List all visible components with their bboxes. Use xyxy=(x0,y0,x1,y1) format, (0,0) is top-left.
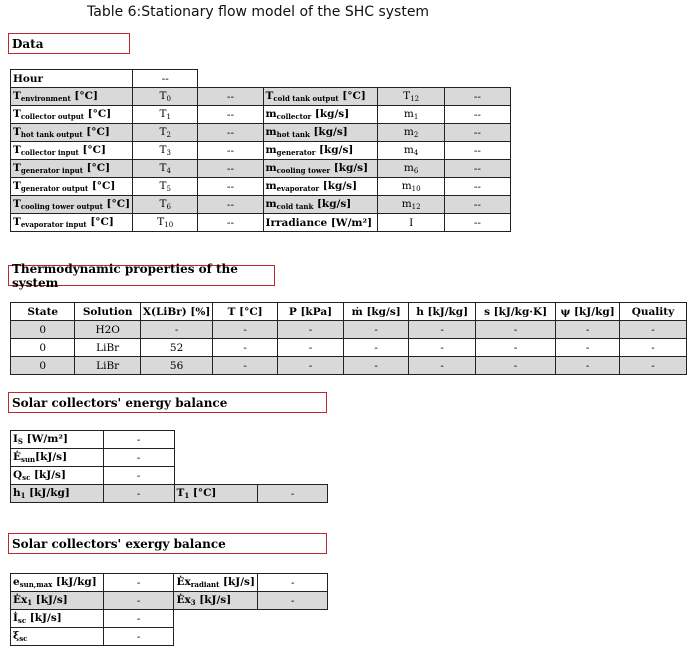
empty-cell xyxy=(258,628,328,646)
data-param-value: -- xyxy=(198,88,263,106)
symbol-unit: [°C] xyxy=(70,90,98,102)
energy-param-label xyxy=(174,485,258,503)
data-table-row xyxy=(11,88,511,106)
thermo-cell: 52 xyxy=(140,339,212,357)
exergy-param-label xyxy=(11,628,104,646)
data-param-symbol xyxy=(133,124,198,142)
symbol-subscript: 4 xyxy=(413,149,419,157)
thermo-column-header: T [°C] xyxy=(213,303,278,321)
section-data-heading: Data xyxy=(8,33,130,54)
thermo-column-header: Quality xyxy=(619,303,686,321)
data-param-label xyxy=(263,106,378,124)
thermo-cell: - xyxy=(556,339,620,357)
data-param-value: -- xyxy=(198,106,263,124)
symbol-subscript: cooling tower output xyxy=(20,202,103,211)
symbol-subscript: cold tank output xyxy=(273,94,339,103)
thermo-cell: - xyxy=(213,321,278,339)
symbol-text: m xyxy=(403,162,414,174)
exergy-param-label xyxy=(174,592,258,610)
symbol-subscript: 1 xyxy=(20,491,26,500)
thermo-table xyxy=(10,302,687,375)
symbol-unit: [°C] xyxy=(84,108,112,120)
hour-value: -- xyxy=(133,70,198,88)
symbol-text: m xyxy=(265,198,277,210)
symbol-subscript: S xyxy=(17,437,23,446)
symbol-text: Ėx xyxy=(176,594,191,606)
symbol-subscript: 12 xyxy=(411,203,421,211)
symbol-subscript: 10 xyxy=(411,185,421,193)
empty-cell xyxy=(174,431,258,449)
exergy-table-row xyxy=(11,574,328,592)
symbol-unit: [kJ/s] xyxy=(195,594,232,606)
thermo-cell: - xyxy=(344,321,409,339)
symbol-text: m xyxy=(265,108,277,120)
thermo-cell: - xyxy=(409,339,475,357)
exergy-param-label xyxy=(11,592,104,610)
data-param-label xyxy=(263,124,378,142)
data-param-value: -- xyxy=(198,142,263,160)
energy-table xyxy=(10,430,328,503)
symbol-unit: [W/m²] xyxy=(327,216,373,229)
symbol-text: T xyxy=(159,108,167,120)
symbol-unit: [°C] xyxy=(86,216,114,228)
empty-cell xyxy=(174,610,258,628)
thermo-cell: - xyxy=(619,339,686,357)
data-param-label xyxy=(11,178,133,196)
energy-table-row xyxy=(11,467,328,485)
symbol-text: T xyxy=(13,144,21,156)
exergy-param-value: - xyxy=(103,574,174,592)
symbol-subscript: sc xyxy=(19,634,28,643)
symbol-text: T xyxy=(13,90,21,102)
symbol-text: Ėx xyxy=(176,576,191,588)
data-param-symbol xyxy=(378,160,444,178)
empty-cell xyxy=(258,610,328,628)
empty-cell xyxy=(174,628,258,646)
symbol-text: Ėx xyxy=(13,594,28,606)
symbol-text: T xyxy=(159,90,167,102)
thermo-cell: - xyxy=(619,357,686,375)
data-param-symbol xyxy=(378,178,444,196)
energy-param-value: - xyxy=(103,449,174,467)
symbol-text: T xyxy=(13,126,21,138)
thermo-cell: LiBr xyxy=(75,357,140,375)
symbol-text: m xyxy=(265,180,277,192)
symbol-unit: [W/m²] xyxy=(22,433,68,445)
symbol-unit: [°C] xyxy=(82,126,110,138)
energy-table-row xyxy=(11,431,328,449)
empty-cell xyxy=(258,467,328,485)
section-exergy-heading: Solar collectors' exergy balance xyxy=(8,533,327,554)
symbol-subscript: evaporator xyxy=(276,184,320,193)
thermo-cell: - xyxy=(556,321,620,339)
symbol-unit: [°C] xyxy=(338,90,366,102)
thermo-column-header: s [kJ/kg·K] xyxy=(475,303,555,321)
exergy-table xyxy=(10,573,328,646)
data-table-row xyxy=(11,214,511,232)
energy-param-label xyxy=(11,485,104,503)
thermo-cell: - xyxy=(213,339,278,357)
thermo-cell: H2O xyxy=(75,321,140,339)
symbol-text: m xyxy=(403,126,414,138)
symbol-text: Ė xyxy=(13,451,22,463)
symbol-text: m xyxy=(265,144,277,156)
symbol-subscript: 1 xyxy=(166,113,171,121)
symbol-text: T xyxy=(159,144,167,156)
data-param-label xyxy=(263,160,378,178)
symbol-subscript: generator output xyxy=(20,184,89,193)
symbol-unit: [kJ/s] xyxy=(32,594,68,606)
symbol-unit: [kg/s] xyxy=(330,162,369,174)
symbol-subscript: evaporator input xyxy=(20,220,87,229)
symbol-unit: [kJ/s] xyxy=(35,451,68,463)
thermo-cell: 0 xyxy=(11,357,75,375)
data-param-label xyxy=(11,88,133,106)
data-table-row xyxy=(11,106,511,124)
symbol-text: T xyxy=(13,198,21,210)
symbol-subscript: 4 xyxy=(166,167,171,175)
data-param-symbol xyxy=(378,106,444,124)
symbol-text: I xyxy=(13,433,18,445)
symbol-subscript: cold tank xyxy=(276,202,314,211)
thermo-cell: LiBr xyxy=(75,339,140,357)
data-param-symbol xyxy=(133,142,198,160)
data-param-symbol xyxy=(133,178,198,196)
thermo-cell: - xyxy=(213,357,278,375)
data-param-value: -- xyxy=(444,88,510,106)
exergy-param-value: - xyxy=(103,592,174,610)
symbol-text: m xyxy=(401,198,412,210)
thermo-column-header: P [kPa] xyxy=(277,303,343,321)
thermo-cell: - xyxy=(475,357,555,375)
symbol-text: T xyxy=(159,198,167,210)
data-param-label xyxy=(11,196,133,214)
section-energy-heading: Solar collectors' energy balance xyxy=(8,392,327,413)
thermo-cell: - xyxy=(409,321,475,339)
symbol-text: T xyxy=(157,216,165,228)
symbol-unit: [°C] xyxy=(88,180,116,192)
symbol-unit: [kg/s] xyxy=(309,126,348,138)
symbol-subscript: 6 xyxy=(166,203,171,211)
exergy-param-value: - xyxy=(103,628,174,646)
symbol-subscript: 1 xyxy=(413,113,419,121)
thermo-table-row xyxy=(11,357,687,375)
energy-param-value: - xyxy=(258,485,328,503)
thermo-column-header: State xyxy=(11,303,75,321)
symbol-text: T xyxy=(13,162,21,174)
data-table-row xyxy=(11,160,511,178)
thermo-cell: 0 xyxy=(11,321,75,339)
symbol-text: ξ xyxy=(13,630,20,642)
thermo-cell: - xyxy=(409,357,475,375)
data-param-value: -- xyxy=(198,214,263,232)
thermo-cell: - xyxy=(475,321,555,339)
symbol-subscript: sun xyxy=(21,455,36,464)
data-param-value: -- xyxy=(444,214,510,232)
exergy-table-row xyxy=(11,592,328,610)
thermo-cell: - xyxy=(475,339,555,357)
energy-param-value: - xyxy=(103,485,174,503)
page-title: Table 6:Stationary flow model of the SHC system xyxy=(87,4,430,20)
symbol-text: I xyxy=(409,216,414,229)
data-param-label xyxy=(263,196,378,214)
energy-param-label xyxy=(11,467,104,485)
energy-param-value: - xyxy=(103,467,174,485)
thermo-cell: - xyxy=(556,357,620,375)
symbol-text: T xyxy=(13,108,21,120)
symbol-unit: [kg/s] xyxy=(313,198,352,210)
empty-cell xyxy=(258,449,328,467)
section-thermo-heading: Thermodynamic properties of the system xyxy=(8,265,275,286)
energy-param-label xyxy=(11,449,104,467)
symbol-subscript: sc xyxy=(22,473,31,482)
symbol-subscript: generator input xyxy=(20,166,83,175)
symbol-text: T xyxy=(265,90,274,102)
data-table-row xyxy=(11,124,511,142)
symbol-subscript: 6 xyxy=(413,167,419,175)
symbol-text: m xyxy=(403,144,414,156)
thermo-cell: - xyxy=(277,357,343,375)
thermo-cell: - xyxy=(619,321,686,339)
symbol-text: m xyxy=(265,162,277,174)
symbol-subscript: 5 xyxy=(166,185,171,193)
data-param-value: -- xyxy=(198,124,263,142)
empty-cell xyxy=(174,467,258,485)
data-param-value: -- xyxy=(198,160,263,178)
symbol-unit: [kJ/s] xyxy=(26,612,62,624)
data-param-symbol xyxy=(378,124,444,142)
symbol-subscript: environment xyxy=(20,94,71,103)
symbol-text: İ xyxy=(13,612,18,624)
symbol-text: T xyxy=(159,162,167,174)
data-param-value: -- xyxy=(444,142,510,160)
data-param-symbol xyxy=(378,88,444,106)
symbol-subscript: cooling tower xyxy=(276,166,331,175)
symbol-subscript: sun,max xyxy=(19,580,53,589)
data-table xyxy=(10,69,511,232)
data-param-label xyxy=(263,178,378,196)
empty-cell xyxy=(174,449,258,467)
thermo-column-header: ψ [kJ/kg] xyxy=(556,303,620,321)
data-param-label xyxy=(263,214,378,232)
data-param-symbol xyxy=(133,214,198,232)
symbol-unit: [kg/s] xyxy=(311,108,350,120)
thermo-cell: - xyxy=(277,339,343,357)
symbol-text: m xyxy=(401,180,412,192)
data-param-label xyxy=(263,88,378,106)
symbol-unit: [°C] xyxy=(102,198,131,210)
symbol-unit: [kJ/s] xyxy=(30,469,66,481)
symbol-text: T xyxy=(159,126,167,138)
symbol-unit: [kJ/s] xyxy=(219,576,255,588)
symbol-text: T xyxy=(13,180,21,192)
data-param-symbol xyxy=(133,88,198,106)
data-param-value: -- xyxy=(198,196,263,214)
symbol-unit: [°C] xyxy=(78,144,106,156)
data-param-symbol xyxy=(378,196,444,214)
symbol-subscript: 3 xyxy=(190,598,196,607)
data-param-symbol xyxy=(133,106,198,124)
data-param-symbol xyxy=(133,196,198,214)
data-param-symbol xyxy=(378,214,444,232)
symbol-subscript: generator xyxy=(276,148,316,157)
data-param-value: -- xyxy=(198,178,263,196)
symbol-unit: [kJ/kg] xyxy=(25,487,70,499)
data-param-value: -- xyxy=(444,196,510,214)
data-param-label xyxy=(11,124,133,142)
symbol-unit: [kg/s] xyxy=(319,180,358,192)
symbol-text: Irradiance xyxy=(265,216,328,229)
symbol-subscript: 2 xyxy=(413,131,419,139)
symbol-text: m xyxy=(403,108,414,120)
exergy-table-row xyxy=(11,628,328,646)
symbol-subscript: 1 xyxy=(184,491,190,500)
data-param-label xyxy=(11,214,133,232)
thermo-table-row xyxy=(11,339,687,357)
exergy-param-label xyxy=(11,574,104,592)
data-param-symbol xyxy=(133,160,198,178)
energy-table-row xyxy=(11,449,328,467)
energy-param-label xyxy=(11,431,104,449)
symbol-subscript: 1 xyxy=(27,598,33,607)
exergy-param-value: - xyxy=(258,592,328,610)
symbol-subscript: 2 xyxy=(166,131,171,139)
symbol-unit: [kJ/kg] xyxy=(52,576,97,588)
symbol-subscript: 0 xyxy=(166,95,171,103)
symbol-unit: [kg/s] xyxy=(315,144,354,156)
symbol-subscript: hot tank output xyxy=(20,130,83,139)
data-param-symbol xyxy=(378,142,444,160)
thermo-column-header: ṁ [kg/s] xyxy=(344,303,409,321)
thermo-cell: - xyxy=(140,321,212,339)
symbol-text: T xyxy=(176,487,185,499)
symbol-text: Q xyxy=(13,469,23,481)
data-table-row xyxy=(11,142,511,160)
data-param-label xyxy=(11,142,133,160)
symbol-text: T xyxy=(13,216,21,228)
symbol-subscript: 10 xyxy=(164,221,174,229)
data-param-label xyxy=(11,160,133,178)
empty-cell xyxy=(258,431,328,449)
thermo-cell: 56 xyxy=(140,357,212,375)
symbol-subscript: collector output xyxy=(20,112,85,121)
symbol-unit: [°C] xyxy=(189,487,217,499)
thermo-column-header: X(LiBr) [%] xyxy=(140,303,212,321)
exergy-table-row xyxy=(11,610,328,628)
thermo-table-row xyxy=(11,321,687,339)
energy-table-row xyxy=(11,485,328,503)
exergy-param-label xyxy=(174,574,258,592)
data-param-value: -- xyxy=(444,106,510,124)
data-param-label xyxy=(263,142,378,160)
exergy-param-value: - xyxy=(258,574,328,592)
data-param-value: -- xyxy=(444,178,510,196)
symbol-subscript: radiant xyxy=(190,580,220,589)
symbol-text: e xyxy=(13,576,20,588)
thermo-cell: - xyxy=(344,357,409,375)
symbol-text: T xyxy=(403,90,411,102)
symbol-subscript: sc xyxy=(17,616,27,625)
data-param-label xyxy=(11,106,133,124)
symbol-text: h xyxy=(13,487,21,499)
symbol-text: m xyxy=(265,126,277,138)
data-table-row xyxy=(11,196,511,214)
thermo-cell: 0 xyxy=(11,339,75,357)
thermo-column-header: h [kJ/kg] xyxy=(409,303,475,321)
symbol-unit: [°C] xyxy=(82,162,111,174)
exergy-param-value: - xyxy=(103,610,174,628)
symbol-subscript: 3 xyxy=(166,149,171,157)
data-table-row xyxy=(11,178,511,196)
symbol-subscript: 12 xyxy=(410,95,420,103)
hour-label: Hour xyxy=(11,70,133,88)
symbol-subscript: collector xyxy=(276,112,312,121)
symbol-subscript: collector input xyxy=(20,148,79,157)
symbol-subscript: hot tank xyxy=(276,130,310,139)
exergy-param-label xyxy=(11,610,104,628)
data-param-value: -- xyxy=(444,160,510,178)
thermo-cell: - xyxy=(277,321,343,339)
thermo-column-header: Solution xyxy=(75,303,140,321)
thermo-cell: - xyxy=(344,339,409,357)
symbol-text: T xyxy=(159,180,167,192)
data-param-value: -- xyxy=(444,124,510,142)
energy-param-value: - xyxy=(103,431,174,449)
